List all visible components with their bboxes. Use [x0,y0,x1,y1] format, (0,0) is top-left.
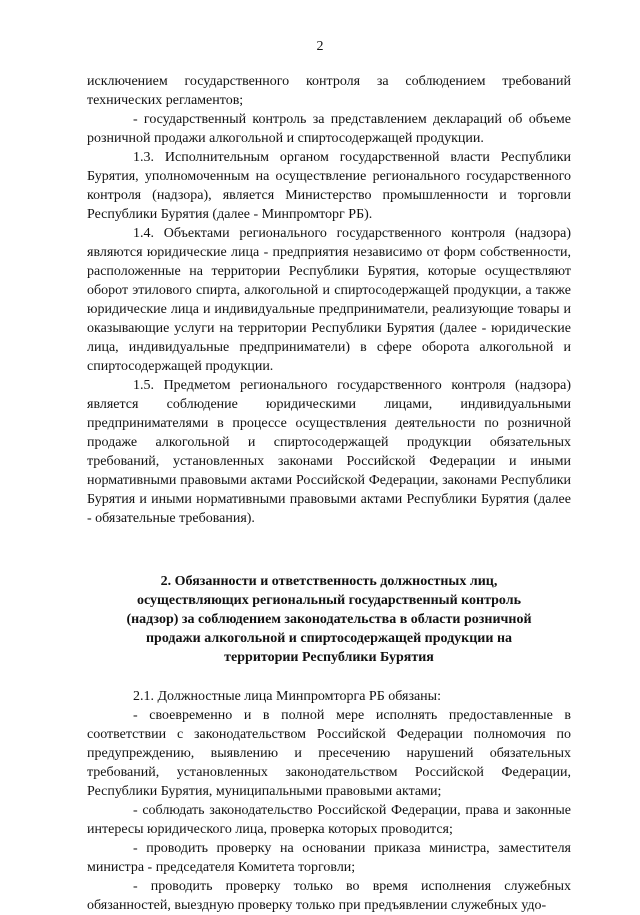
paragraph: - проводить проверку на основании приказа министра, заместителя министра - председателя Комитета торговли; [87,841,571,875]
section-2-heading [87,572,571,667]
paragraph: исключением государственного контроля за соблюдением требований технических регламентов; [87,74,571,108]
paragraph: - проводить проверку только во время исполнения служебных обязанностей, выездную проверку только при предъявлении служебных удо- [87,879,571,913]
paragraph: 1.3. Исполнительным органом государственной власти Республики Бурятия, уполномоченным на осуществление регионального государственного контроля (надзора), является Министерство промышленности и торговли Республики Бурятия (далее - Минпромторг РБ). [87,150,571,222]
section-2-text [87,687,571,915]
paragraph: - своевременно и в полной мере исполнять предоставленные в соответствии с законодательством Российской Федерации полномочия по предупреждению, выявлению и пресечению нарушений обязательных требований, установленных законодательством Российской Федерации, Республики Бурятия, муниципальными правовыми актами; [87,708,571,799]
heading-line: территории Республики Бурятия [224,650,434,665]
heading-line: продажи алкогольной и спиртосодержащей продукции на [145,631,513,646]
heading-line: осуществляющих региональный государственный контроль [136,593,522,608]
heading-line: 2. Обязанности и ответственность должностных лиц, [160,574,498,589]
document-body [87,72,571,915]
paragraph: - соблюдать законодательство Российской Федерации, права и законные интересы юридического лица, проверка которых проводится; [87,803,571,837]
paragraph: 1.4. Объектами регионального государственного контроля (надзора) являются юридические лица - предприятия независимо от форм собственности, расположенные на территории Республики Бурятия, которые осуществляют оборот этилового спирта, алкогольной и спиртосодержащей продукции, а также юридические лица и индивидуальные предприниматели, реализующие товары и оказывающие услуги на территории Республики Бурятия (далее - юридические лица, индивидуальные предприниматели) в сфере оборота алкогольной и спиртосодержащей продукции. [87,226,571,374]
paragraph: 2.1. Должностные лица Минпромторга РБ обязаны: [133,689,441,704]
heading-line: (надзор) за соблюдением законодательства в области розничной [126,612,532,627]
section-1-text [87,72,571,528]
paragraph: 1.5. Предметом регионального государственного контроля (надзора) является соблюдение юридическими лицами, индивидуальными предпринимателями в процессе осуществления деятельности по розничной продаже алкогольной и спиртосодержащей продукции обязательных требований, установленных законами Российской Федерации и иными нормативными правовыми актами Российской Федерации, законами Республики Бурятия и иными нормативными правовыми актами Республики Бурятия (далее - обязательные требования). [87,378,571,526]
page-number: 2 [316,39,324,54]
paragraph: - государственный контроль за представлением деклараций об объеме розничной продажи алкогольной и спиртосодержащей продукции. [87,112,571,146]
